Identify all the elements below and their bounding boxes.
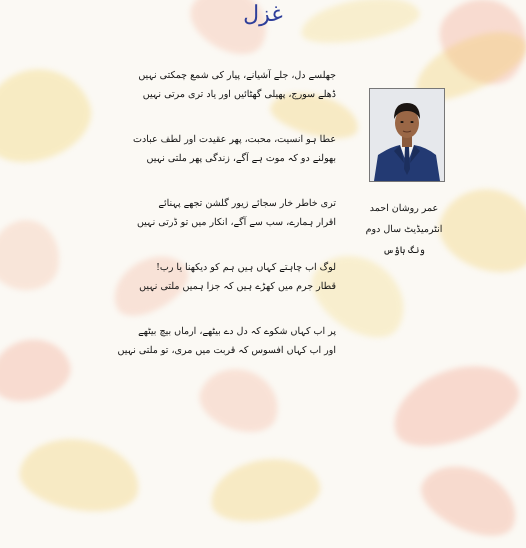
petal-decoration — [0, 331, 76, 410]
poem-line: پر اب کہاں شکوے کہ دل دے بیٹھے، ارماں بیچ بیٹھے — [138, 326, 336, 337]
petal-decoration — [192, 358, 288, 442]
petal-decoration — [0, 54, 102, 176]
stanza — [96, 66, 336, 104]
poem-line: ڈھلے سورج، پھیلی گھٹائیں اور یاد تری مرتی نہیں — [142, 89, 336, 100]
petal-decoration — [412, 452, 526, 548]
poem-line: اور اب کہاں افسوس کہ قربت میں مری، تو ملتی نہیں — [117, 345, 336, 356]
poem-line: اقرار ہمارے، سب سے آگے، انکار میں تو ڈرتی نہیں — [136, 217, 336, 228]
author-photo — [369, 88, 445, 182]
petal-decoration — [0, 214, 66, 295]
portrait-image — [370, 89, 444, 181]
author-name: عمر روشان احمد — [369, 203, 439, 214]
poem-line: قطار جرم میں کھڑے ہیں کہ جزا ہمیں ملتی نہیں — [139, 281, 336, 292]
stanza — [96, 322, 336, 360]
ghazal-poem — [96, 66, 336, 360]
petal-decoration — [15, 430, 145, 520]
author-info — [352, 198, 456, 261]
stanza — [96, 258, 336, 296]
stanza — [96, 130, 336, 168]
petal-decoration — [206, 451, 325, 529]
poem-line: بھولنے دو کہ موت ہے آگے، زندگی پھر ملتی نہیں — [146, 153, 336, 164]
poem-line: عطا ہو انسیت، محبت، پھر عقیدت اور لطف عبادت — [133, 134, 336, 145]
poem-line: لوگ اب چاہتے کہاں ہیں ہم کو دیکھنا یا رب! — [156, 262, 336, 273]
poem-line: جھلسے دل، جلے آشیانے، پیار کی شمع چمکتی نہیں — [138, 70, 336, 81]
poem-line: تری خاطر خار سجائے زیور گلشن تجھے پہنائے — [158, 198, 336, 209]
stanza — [96, 194, 336, 232]
author-house: ونگ ہاؤس — [383, 245, 425, 256]
author-class: انٹرمیڈیٹ سال دوم — [365, 224, 443, 235]
petal-decoration — [382, 350, 526, 460]
page-title: غزل — [243, 2, 283, 27]
